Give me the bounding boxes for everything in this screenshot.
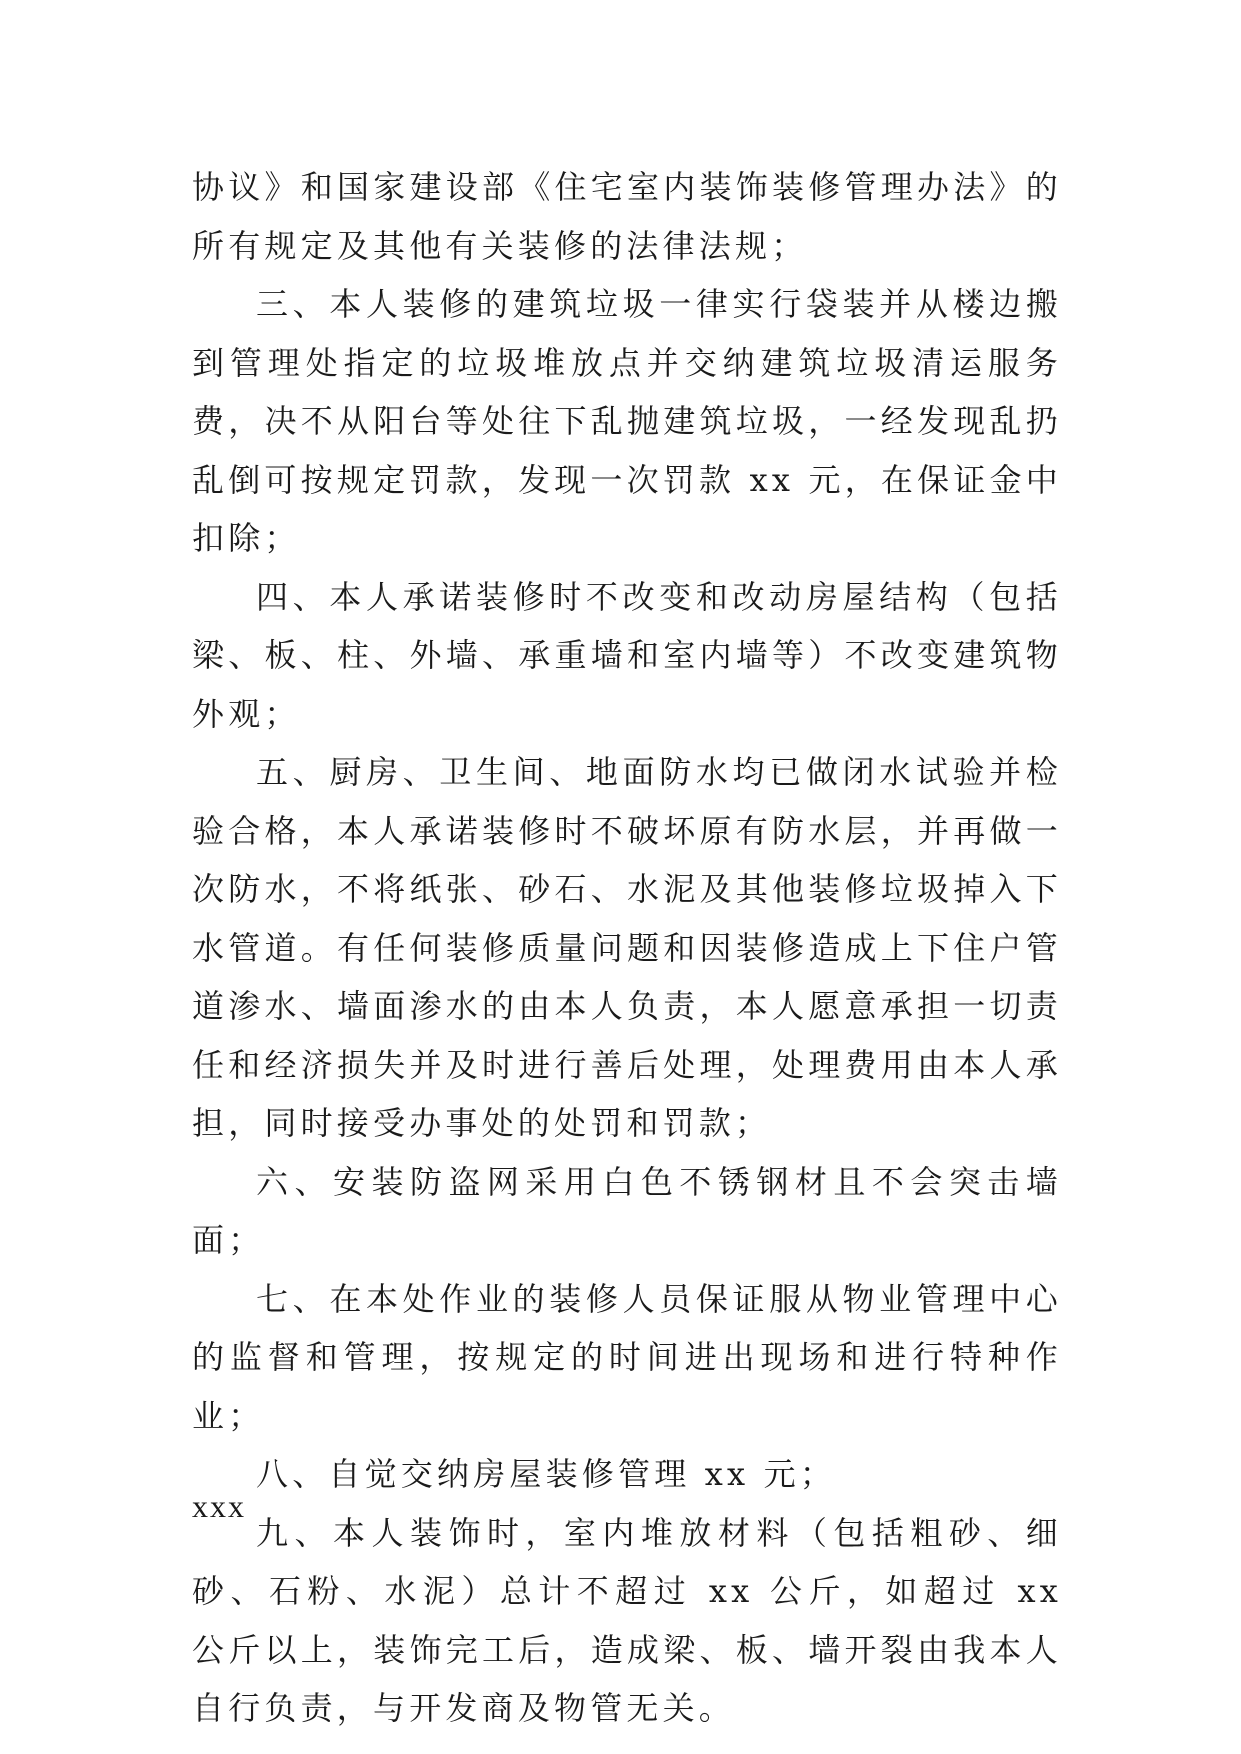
clause-7: 七、在本处作业的装修人员保证服从物业管理中心的监督和管理，按规定的时间进出现场和进行特种作业； bbox=[192, 1279, 1062, 1435]
clause-3: 三、本人装修的建筑垃圾一律实行袋装并从楼边搬到管理处指定的垃圾堆放点并交纳建筑垃圾清运服务费，决不从阳台等处往下乱抛建筑垃圾，一经发现乱扔乱倒可按规定罚款，发现一次罚款 xx 元，在保证金中扣除； bbox=[192, 285, 1062, 557]
clause-9: 九、本人装饰时，室内堆放材料（包括粗砂、细砂、石粉、水泥）总计不超过 xx 公斤，如超过 xx 公斤以上，装饰完工后，造成梁、板、墙开裂由我本人自行负责，与开发商及物管无关。 bbox=[192, 1513, 1062, 1727]
clause-4: 四、本人承诺装修时不改变和改动房屋结构（包括梁、板、柱、外墙、承重墙和室内墙等）不改变建筑物外观； bbox=[192, 577, 1062, 733]
document-body bbox=[192, 158, 1062, 1738]
paragraph-continuation: 协议》和国家建设部《住宅室内装饰装修管理办法》的所有规定及其他有关装修的法律法规； bbox=[192, 168, 1062, 265]
clause-6: 六、安装防盗网采用白色不锈钢材且不会突击墙面； bbox=[192, 1162, 1062, 1259]
clause-5: 五、厨房、卫生间、地面防水均已做闭水试验并检验合格，本人承诺装修时不破坏原有防水层，并再做一次防水，不将纸张、砂石、水泥及其他装修垃圾掉入下水管道。有任何装修质量问题和因装修造成上下住户管道渗水、墙面渗水的由本人负责，本人愿意承担一切责任和经济损失并及时进行善后处理，处理费用由本人承担，同时接受办事处的处罚和罚款； bbox=[192, 753, 1062, 1142]
signature: xxx bbox=[192, 1488, 246, 1524]
clause-8: 八、自觉交纳房屋装修管理 xx 元； bbox=[256, 1455, 837, 1493]
